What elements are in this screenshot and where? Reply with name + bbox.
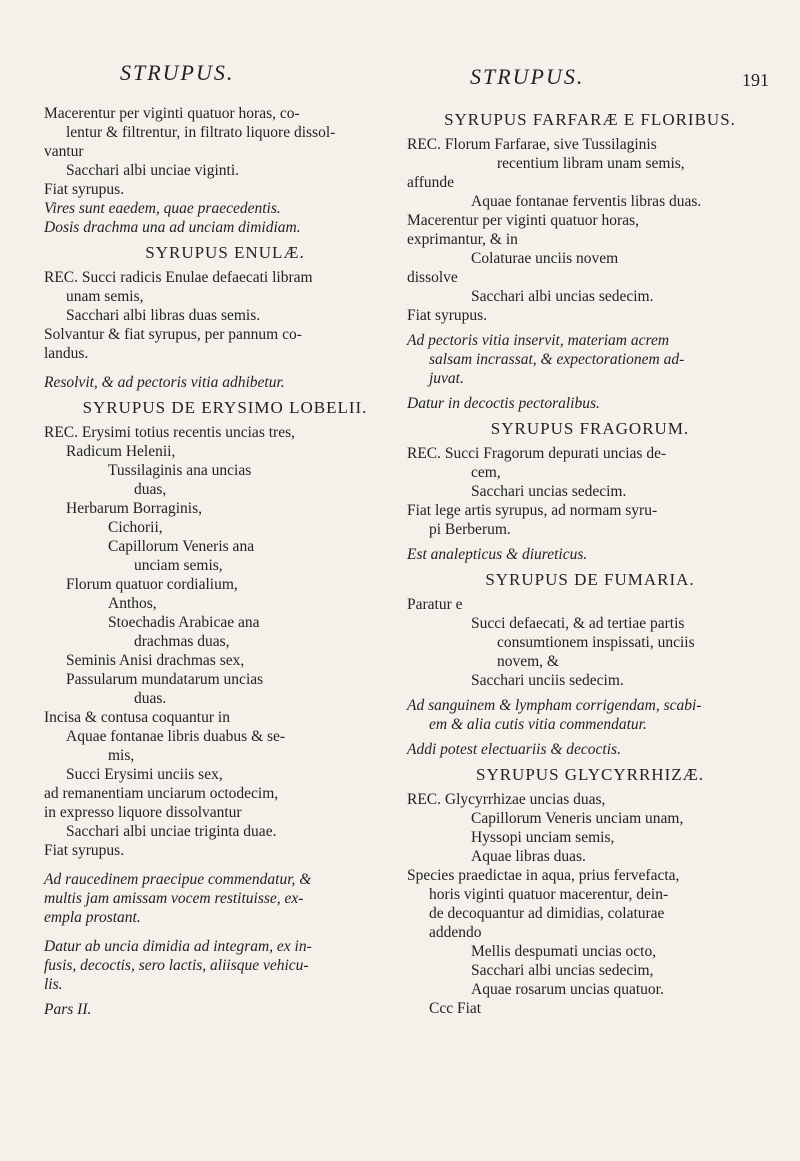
text-line: REC. Succi Fragorum depurati uncias de- (407, 445, 667, 462)
text-line: duas. (134, 690, 167, 707)
text-line: Seminis Anisi drachmas sex, (66, 652, 245, 669)
spacer (44, 363, 406, 373)
text-line: Paratur e (407, 596, 463, 613)
text-line: Ad pectoris vitia inservit, materiam acrem (407, 332, 670, 349)
spacer (44, 927, 406, 937)
text-line: unciam semis, (134, 557, 223, 574)
text-line: pi Berberum. (429, 521, 511, 538)
text-line: Succi defaecati, & ad tertiae partis (471, 615, 685, 632)
right-column (407, 104, 773, 1018)
text-line: Herbarum Borraginis, (66, 500, 203, 517)
section-title: SYRUPUS FRAGORUM. (490, 419, 690, 438)
text-line: Datur ab uncia dimidia ad integram, ex in- (44, 938, 312, 955)
text-line: Resolvit, & ad pectoris vitia adhibetur. (44, 374, 285, 391)
text-line: Sacchari albi unciae triginta duae. (66, 823, 277, 840)
left-column (44, 104, 406, 1019)
text-line: Species praedictae in aqua, prius fervefacta, (407, 867, 680, 884)
page-number: 191 (742, 70, 769, 90)
text-line: lis. (44, 976, 63, 993)
text-line: duas, (134, 481, 167, 498)
spacer (44, 860, 406, 870)
text-line: Passularum mundatarum uncias (66, 671, 264, 688)
text-line: Macerentur per viginti quatuor horas, co- (44, 105, 300, 122)
text-line: mis, (108, 747, 135, 764)
text-line: unam semis, (66, 288, 144, 305)
text-line: horis viginti quatuor macerentur, dein- (429, 886, 669, 903)
text-line: cem, (471, 464, 501, 481)
text-line: Ad raucedinem praecipue commendatur, & (44, 871, 312, 888)
text-line: Ccc Fiat (429, 1000, 482, 1017)
text-line: exprimantur, & in (407, 231, 518, 248)
text-line: Fiat syrupus. (407, 307, 488, 324)
text-line: Datur in decoctis pectoralibus. (407, 395, 600, 412)
text-line: Incisa & contusa coquantur in (44, 709, 230, 726)
text-line: Sacchari unciis sedecim. (471, 672, 624, 689)
text-line: addendo (429, 924, 482, 941)
text-line: affunde (407, 174, 455, 191)
text-line: Capillorum Veneris unciam unam, (471, 810, 684, 827)
text-line: REC. Glycyrrhizae uncias duas, (407, 791, 606, 808)
text-line: Sacchari albi unciae viginti. (66, 162, 240, 179)
section-title: SYRUPUS DE FUMARIA. (485, 570, 695, 589)
text-line: Stoechadis Arabicae ana (108, 614, 260, 631)
text-line: Aquae fontanae libris duabus & se- (66, 728, 286, 745)
text-line: salsam incrassat, & expectorationem ad- (429, 351, 685, 368)
text-line: novem, & (497, 653, 559, 670)
text-line: in expresso liquore dissolvantur (44, 804, 242, 821)
text-line: REC. Erysimi totius recentis uncias tres, (44, 424, 295, 441)
text-line: Sacchari albi uncias sedecim. (471, 288, 654, 305)
text-line: Pars II. (44, 1001, 92, 1018)
text-line: Radicum Helenii, (66, 443, 176, 460)
text-line: em & alia cutis vitia commendatur. (429, 716, 647, 733)
text-line: Capillorum Veneris ana (108, 538, 255, 555)
text-line: Aquae libras duas. (471, 848, 586, 865)
text-line: REC. Florum Farfarae, sive Tussilaginis (407, 136, 657, 153)
running-title-right: STRUPUS. (470, 64, 585, 89)
section-title: SYRUPUS GLYCYRRHIZÆ. (475, 765, 704, 784)
text-line: de decoquantur ad dimidias, colaturae (429, 905, 665, 922)
text-line: Vires sunt eaedem, quae praecedentis. (44, 200, 281, 217)
text-line: multis jam amissam vocem restituisse, ex- (44, 890, 304, 907)
text-line: Tussilaginis ana uncias (108, 462, 252, 479)
text-line: recentium libram unam semis, (497, 155, 685, 172)
text-line: dissolve (407, 269, 458, 286)
text-line: vantur (44, 143, 84, 160)
running-title-left: STRUPUS. (120, 60, 235, 85)
text-line: Cichorii, (108, 519, 163, 536)
text-line: Ad sanguinem & lympham corrigendam, scabi- (407, 697, 702, 714)
text-line: ad remanentiam unciarum octodecim, (44, 785, 279, 802)
text-line: Succi Erysimi unciis sex, (66, 766, 223, 783)
text-line: Colaturae unciis novem (471, 250, 619, 267)
text-line: Fiat syrupus. (44, 181, 125, 198)
text-line: consumtionem inspissati, unciis (497, 634, 695, 651)
text-line: Fiat syrupus. (44, 842, 125, 859)
section-title: SYRUPUS DE ERYSIMO LOBELII. (82, 398, 368, 417)
text-line: Dosis drachma una ad unciam dimidiam. (44, 219, 301, 236)
section-title: SYRUPUS ENULÆ. (145, 243, 305, 262)
running-header (0, 60, 800, 100)
text-line: Est analepticus & diureticus. (407, 546, 588, 563)
text-line: Aquae rosarum uncias quatuor. (471, 981, 664, 998)
text-line: drachmas duas, (134, 633, 230, 650)
text-line: Hyssopi unciam semis, (471, 829, 615, 846)
text-line: Macerentur per viginti quatuor horas, (407, 212, 639, 229)
text-line: juvat. (429, 370, 464, 387)
text-line: Aquae fontanae ferventis libras duas. (471, 193, 702, 210)
text-line: Sacchari albi uncias sedecim, (471, 962, 654, 979)
section-title: SYRUPUS FARFARÆ E FLORIBUS. (444, 110, 736, 129)
text-line: Sacchari albi libras duas semis. (66, 307, 261, 324)
text-line: Anthos, (108, 595, 157, 612)
text-line: Mellis despumati uncias octo, (471, 943, 657, 960)
text-line: Sacchari uncias sedecim. (471, 483, 627, 500)
text-line: REC. Succi radicis Enulae defaecati libram (44, 269, 313, 286)
text-line: Solvantur & fiat syrupus, per pannum co- (44, 326, 302, 343)
text-line: fusis, decoctis, sero lactis, aliisque vehicu- (44, 957, 309, 974)
text-line: Fiat lege artis syrupus, ad normam syru- (407, 502, 658, 519)
text-line: Addi potest electuariis & decoctis. (407, 741, 621, 758)
text-line: Florum quatuor cordialium, (66, 576, 238, 593)
text-line: empla prostant. (44, 909, 141, 926)
text-line: lentur & filtrentur, in filtrato liquore dissol- (66, 124, 336, 141)
text-line: landus. (44, 345, 89, 362)
